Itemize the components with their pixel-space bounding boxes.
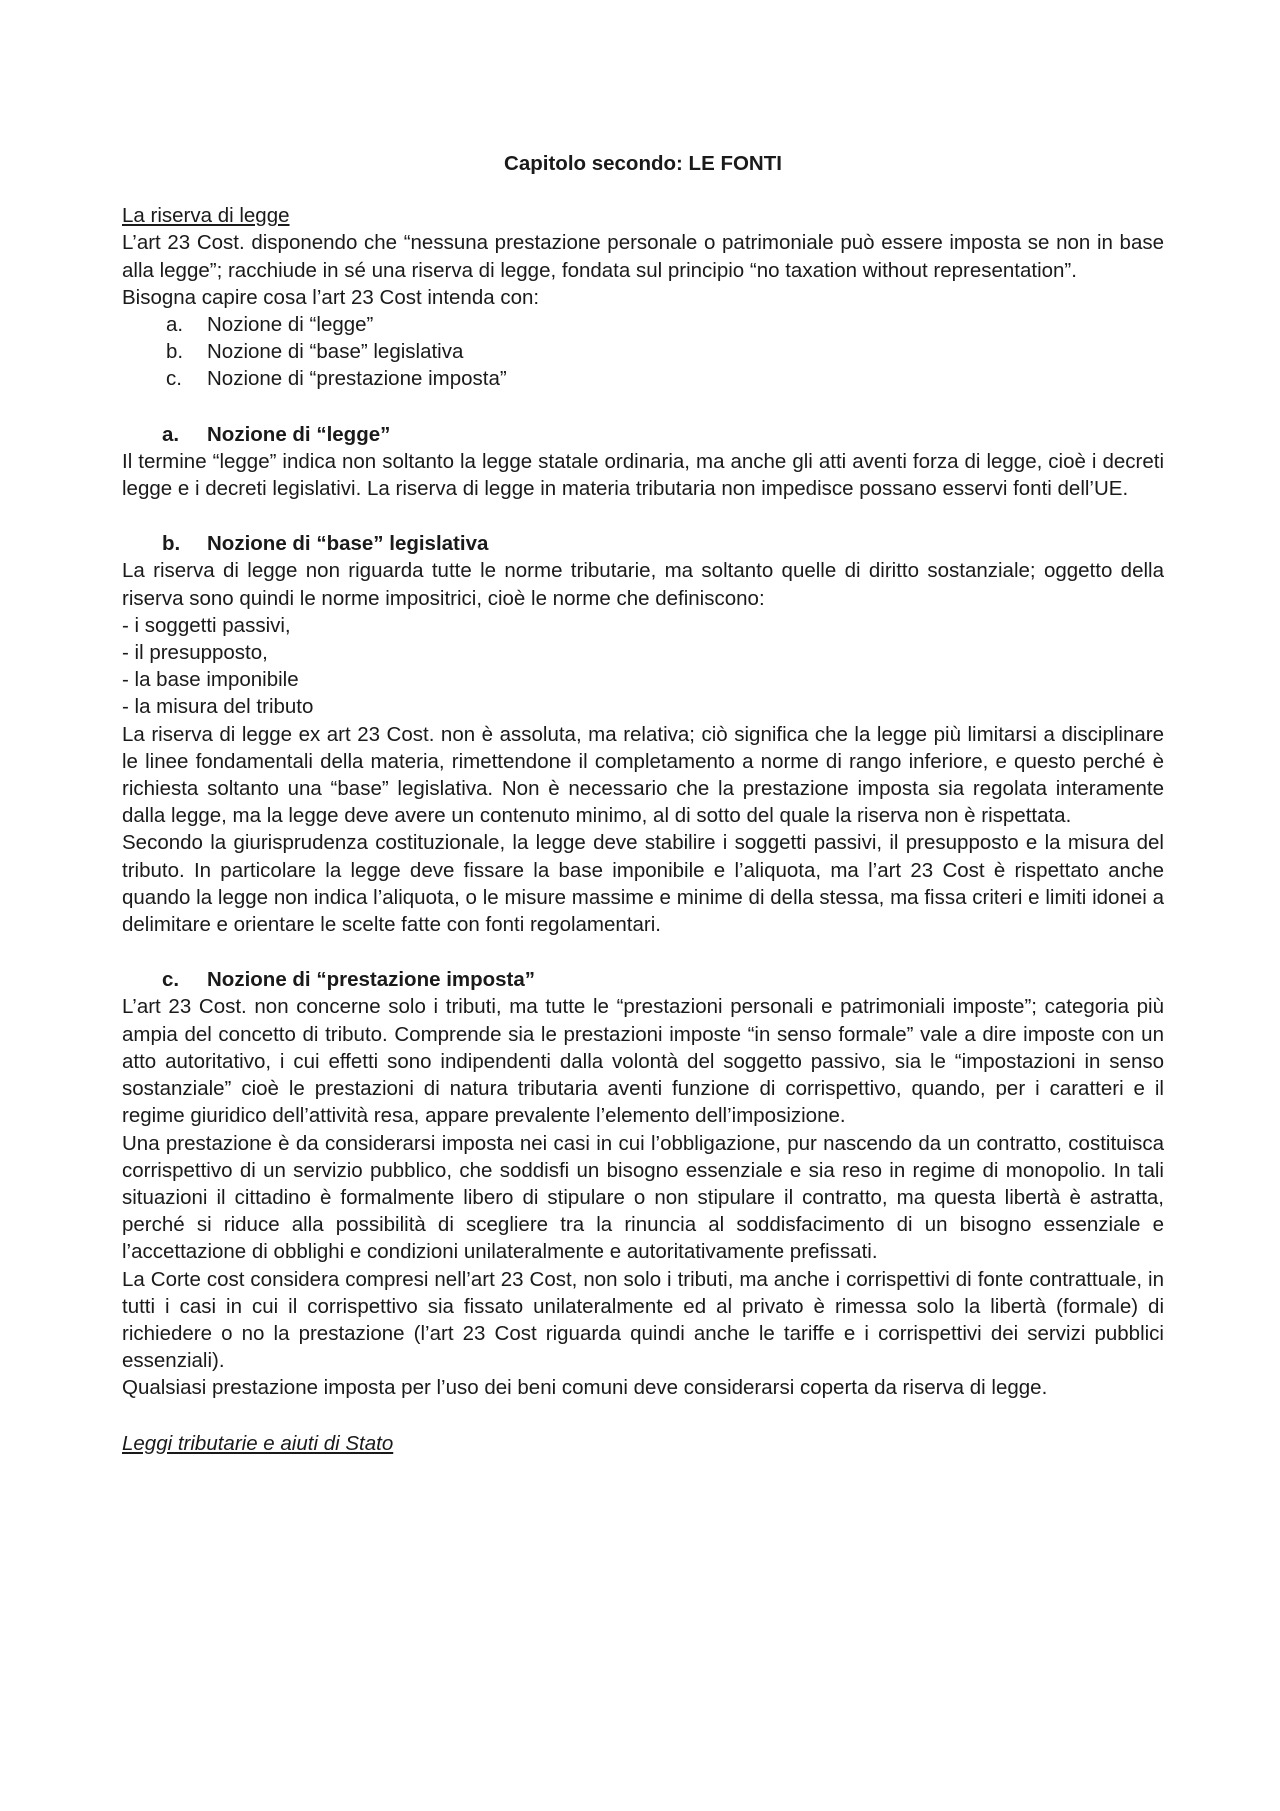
dash-item: - il presupposto,	[122, 641, 268, 665]
dash-item: - la misura del tributo	[122, 695, 314, 719]
list-item-text: Nozione di “base” legislativa	[207, 340, 464, 364]
list-item	[166, 365, 1164, 392]
paragraph: La riserva di legge non riguarda tutte le norme tributarie, ma soltanto quelle di diritto sostanziale; oggetto della riserva sono quindi le norme impositrici, cioè le norme che definiscono:	[122, 559, 1164, 610]
list-item-text: Nozione di “legge”	[207, 313, 374, 337]
paragraph: L’art 23 Cost. non concerne solo i tributi, ma tutte le “prestazioni personali e patrimoniali imposte”; categoria più ampia del concetto di tributo. Comprende sia le prestazioni imposte “in senso formale” vale a dire imposte con un atto autoritativo, i cui effetti sono indipendenti dalla volontà del soggetto passivo, sia le “impostazioni in senso sostanziale” cioè le prestazioni di natura tributaria aventi funzione di corrispettivo, quando, per i caratteri e il regime giuridico dell’attività resa, appare prevalente l’elemento dell’imposizione.	[122, 995, 1164, 1128]
list-marker: a.	[166, 313, 184, 337]
paragraph: La Corte cost considera compresi nell’art 23 Cost, non solo i tributi, ma anche i corrispettivi di fonte contrattuale, in tutti i casi in cui il corrispettivo sia fissato unilateralmente ed al privato è rimessa solo la libertà (formale) di richiedere o no la prestazione (l’art 23 Cost riguarda quindi anche le tariffe e i corrispettivi dei servizi pubblici essenziali).	[122, 1267, 1164, 1373]
paragraph: Una prestazione è da considerarsi imposta nei casi in cui l’obbligazione, pur nascendo da un contratto, costituisca corrispettivo di un servizio pubblico, che soddisfi un bisogno essenziale e sia reso in regime di monopolio. In tali situazioni il cittadino è formalmente libero di stipulare o non stipulare il contratto, ma questa libertà è astratta, perché si riduce alla possibilità di scegliere tra la rinuncia al soddisfacimento di un bisogno essenziale e l’accettazione di obblighi e condizioni unilateralmente e autoritativamente prefissati.	[122, 1131, 1164, 1264]
subheading-marker: c.	[162, 968, 180, 992]
notion-list	[122, 311, 1164, 393]
section-heading-riserva: La riserva di legge	[122, 204, 290, 228]
paragraph: Secondo la giurisprudenza costituzionale, la legge deve stabilire i soggetti passivi, il presupposto e la misura del tributo. In particolare la legge deve fissare la base imponibile e l’aliquota, ma l’art 23 Cost è rispettato anche quando la legge non indica l’aliquota, o le misure massime e minime di della stessa, ma fissa criteri e limiti idonei a delimitare e orientare le scelte fatte con fonti regolamentari.	[122, 831, 1164, 937]
paragraph: Il termine “legge” indica non soltanto la legge statale ordinaria, ma anche gli atti aventi forza di legge, cioè i decreti legge e i decreti legislativi. La riserva di legge in materia tributaria non impedisce possano esservi fonti dell’UE.	[122, 449, 1164, 501]
list-item	[166, 311, 1164, 338]
subheading-text: Nozione di “base” legislativa	[207, 532, 489, 556]
subheading-text: Nozione di “legge”	[207, 422, 391, 446]
list-item	[166, 338, 1164, 365]
page-title: Capitolo secondo: LE FONTI	[504, 152, 782, 175]
subheading-marker: a.	[162, 422, 180, 446]
paragraph: La riserva di legge ex art 23 Cost. non è assoluta, ma relativa; ciò significa che la legge più limitarsi a disciplinare le linee fondamentali della materia, rimettendone il completamento a norme di rango inferiore, e questo perché è richiesta soltanto una “base” legislativa. Non è necessario che la prestazione imposta sia regolata interamente dalla legge, ma la legge deve avere un contenuto minimo, al di sotto del quale la riserva non è rispettata.	[122, 722, 1164, 828]
list-marker: c.	[166, 367, 182, 391]
list-item-text: Nozione di “prestazione imposta”	[207, 367, 507, 391]
paragraph: Bisogna capire cosa l’art 23 Cost intenda con:	[122, 285, 540, 309]
list-marker: b.	[166, 340, 184, 364]
subheading-text: Nozione di “prestazione imposta”	[207, 968, 536, 992]
subheading-prestazione-imposta	[122, 966, 1164, 993]
subheading-legge	[122, 421, 1164, 448]
section-heading-aiuti-di-stato: Leggi tributarie e aiuti di Stato	[122, 1431, 394, 1455]
paragraph: Qualsiasi prestazione imposta per l’uso dei beni comuni deve considerarsi coperta da riserva di legge.	[122, 1376, 1048, 1400]
paragraph: L’art 23 Cost. disponendo che “nessuna prestazione personale o patrimoniale può essere imposta se non in base alla legge”; racchiude in sé una riserva di legge, fondata sul principio “no taxation without representation”.	[122, 231, 1164, 282]
dash-item: - la base imponibile	[122, 668, 299, 692]
subheading-base-legislativa	[122, 530, 1164, 557]
dash-item: - i soggetti passivi,	[122, 613, 291, 637]
subheading-marker: b.	[162, 532, 181, 556]
